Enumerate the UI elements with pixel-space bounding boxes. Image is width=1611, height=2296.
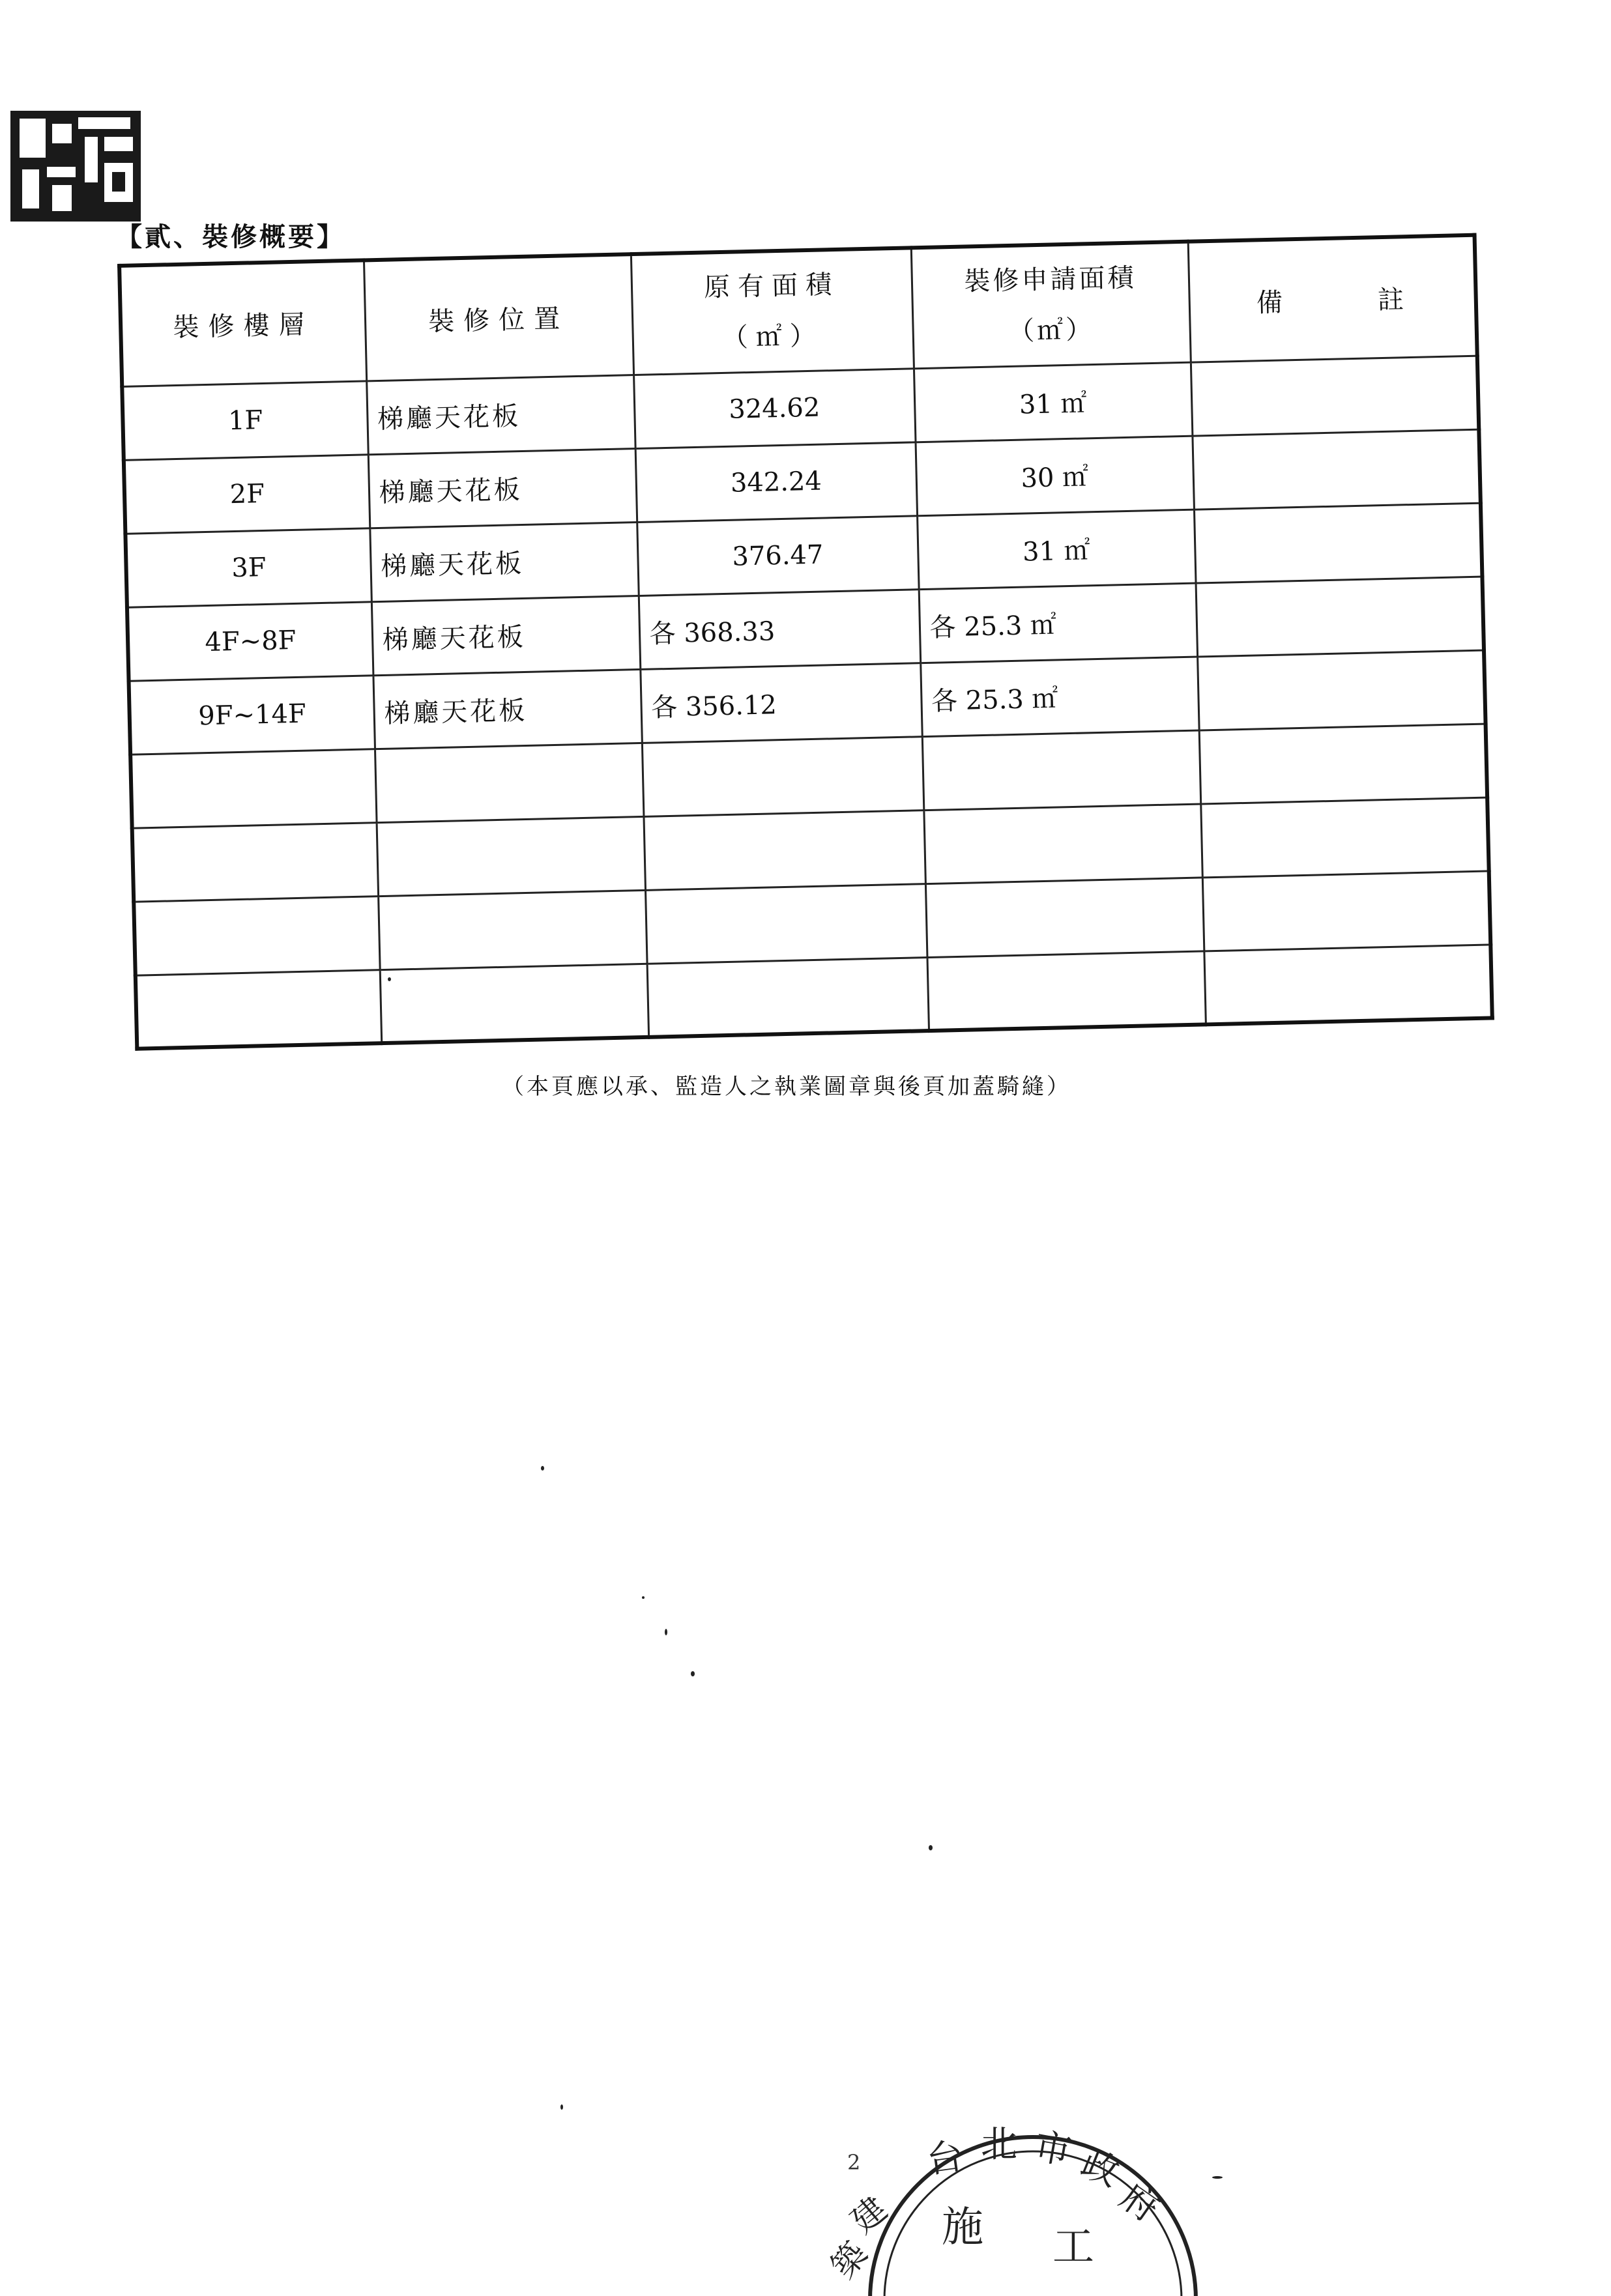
- scan-speck: [541, 1466, 544, 1471]
- cell-floor: [136, 969, 381, 1048]
- header-applied-area-unit: （㎡）: [1008, 315, 1095, 347]
- scan-speck: [1212, 2176, 1223, 2179]
- cell-location: 梯廳天花板: [370, 522, 638, 601]
- cell-floor: 2F: [124, 454, 370, 533]
- cell-applied-area: 31 ㎡: [917, 509, 1195, 590]
- svg-text:工: 工: [1052, 2223, 1094, 2271]
- cell-applied-area: 各 25.3 ㎡: [920, 657, 1198, 737]
- cell-location: [377, 816, 645, 896]
- header-remark-char-2: 註: [1377, 284, 1408, 315]
- header-remark-char-1: 備: [1256, 287, 1287, 319]
- header-remark: [1188, 235, 1477, 362]
- cell-remark: [1204, 944, 1492, 1024]
- cell-applied-area: [922, 730, 1200, 811]
- header-original-area-label: 原有面積: [703, 270, 840, 303]
- cell-original-area: [645, 883, 927, 964]
- renovation-summary-table-wrapper: [117, 233, 1490, 1046]
- cell-location: 梯廳天花板: [373, 669, 641, 749]
- scan-speck: [642, 1596, 645, 1599]
- cell-remark: [1199, 724, 1487, 804]
- svg-text:建: 建: [843, 2189, 895, 2241]
- cell-original-area: [642, 736, 923, 816]
- cell-location: [378, 890, 646, 969]
- cell-original-area: 376.47: [637, 515, 918, 596]
- header-applied-area-label: 裝修申請面積: [963, 263, 1137, 297]
- cell-floor: 3F: [125, 528, 371, 607]
- cell-remark: [1196, 577, 1484, 657]
- cell-original-area: 各 368.33: [639, 589, 920, 669]
- section-title: 【貳、裝修概要】: [116, 222, 345, 252]
- scan-speck: [691, 1671, 695, 1676]
- cell-applied-area: [923, 804, 1202, 884]
- cell-floor: [134, 896, 379, 975]
- cell-location: [380, 964, 648, 1043]
- svg-text:市: 市: [1031, 2125, 1075, 2174]
- header-applied-area: [911, 242, 1191, 369]
- cell-floor: [132, 822, 378, 901]
- header-location: 裝修位置: [364, 254, 633, 380]
- svg-text:台: 台: [923, 2134, 966, 2182]
- header-original-area: [631, 248, 914, 375]
- cell-location: [375, 743, 643, 822]
- svg-text:築: 築: [823, 2234, 876, 2286]
- cell-applied-area: 30 ㎡: [916, 436, 1194, 516]
- scan-speck: [388, 977, 391, 981]
- cell-location: 梯廳天花板: [371, 596, 640, 675]
- cell-applied-area: [925, 877, 1204, 957]
- cell-remark: [1191, 356, 1479, 436]
- cell-applied-area: 31 ㎡: [914, 362, 1192, 442]
- scan-speck: [560, 2104, 563, 2110]
- cell-floor: [130, 749, 376, 827]
- cell-remark: [1192, 429, 1480, 509]
- scan-speck: [665, 1629, 667, 1635]
- renovation-summary-table: [117, 233, 1494, 1051]
- cell-applied-area: [927, 951, 1205, 1031]
- cell-remark: [1197, 650, 1485, 730]
- svg-text:北: 北: [981, 2123, 1017, 2166]
- seal-stamp-icon: [7, 104, 150, 228]
- cell-applied-area: 各 25.3 ㎡: [919, 583, 1197, 663]
- official-seal-stamp-icon: [823, 2085, 1167, 2293]
- cell-original-area: 各 356.12: [640, 663, 922, 743]
- cell-remark: [1202, 870, 1490, 951]
- footnote: （本頁應以承、監造人之執業圖章與後頁加蓋騎縫）: [502, 1074, 1071, 1100]
- page-number: 2: [847, 2150, 861, 2175]
- cell-floor: 9F~14F: [129, 675, 375, 754]
- cell-floor: 4F~8F: [127, 601, 373, 680]
- cell-original-area: [647, 957, 929, 1037]
- svg-text:施: 施: [942, 2203, 983, 2252]
- cell-location: 梯廳天花板: [368, 448, 637, 528]
- scan-speck: [929, 1845, 933, 1850]
- header-original-area-unit: （㎡）: [721, 321, 824, 354]
- cell-remark: [1194, 503, 1482, 583]
- cell-original-area: 324.62: [633, 368, 915, 448]
- cell-floor: 1F: [122, 380, 368, 459]
- cell-remark: [1200, 797, 1488, 878]
- cell-original-area: [643, 810, 925, 890]
- cell-original-area: 342.24: [635, 442, 917, 522]
- svg-text:政: 政: [1075, 2142, 1125, 2195]
- svg-text:府: 府: [1112, 2175, 1167, 2231]
- header-floor: 裝修樓層: [119, 260, 366, 386]
- cell-location: 梯廳天花板: [366, 375, 635, 454]
